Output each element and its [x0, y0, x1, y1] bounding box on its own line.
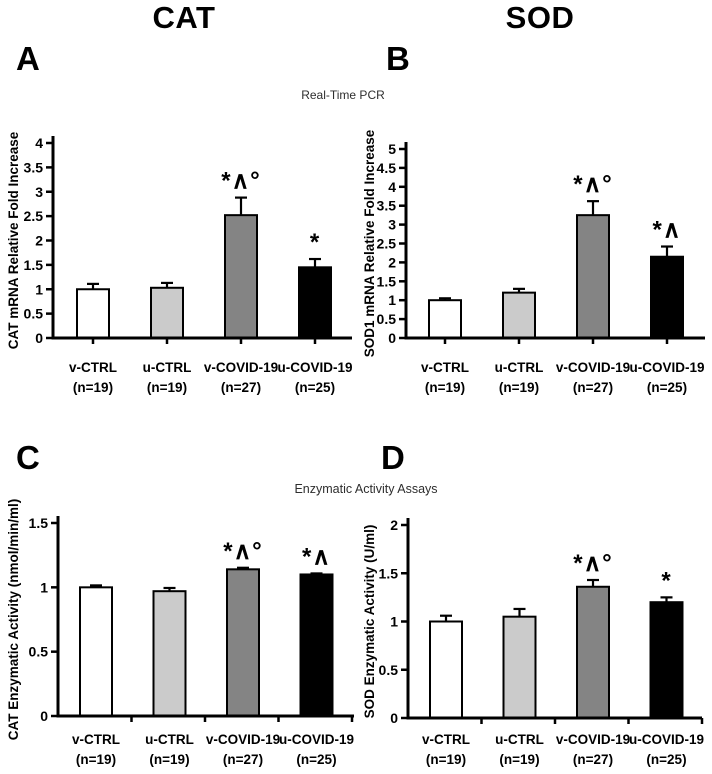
y-tick-label: 3.5 — [376, 197, 396, 214]
category-label: u-CTRL — [145, 732, 194, 747]
section-title-enzymatic-assays: Enzymatic Activity Assays — [294, 482, 438, 496]
significance-annotation: *∧° — [221, 167, 261, 195]
n-label: (n=25) — [294, 380, 336, 395]
category-label: u-COVID-19 — [278, 732, 355, 747]
n-label: (n=19) — [75, 752, 117, 767]
bar-u-COVID-19 — [299, 267, 331, 338]
category-label: u-COVID-19 — [629, 360, 705, 375]
bar-v-COVID-19 — [577, 215, 609, 338]
significance-annotation: * — [661, 567, 672, 595]
n-label: (n=27) — [222, 752, 264, 767]
column-title-sod: SOD — [505, 0, 575, 35]
n-label: (n=19) — [499, 752, 540, 767]
bar-u-COVID-19 — [301, 574, 333, 716]
n-label: (n=19) — [424, 380, 466, 395]
y-tick-label: 4 — [35, 135, 43, 151]
y-tick-label: 3.5 — [23, 159, 43, 176]
category-label: v-COVID-19 — [205, 732, 281, 747]
significance-annotation: *∧° — [223, 537, 263, 565]
y-tick-label: 0.5 — [23, 305, 43, 322]
y-tick-label: 0 — [35, 330, 43, 346]
bar-v-CTRL — [429, 300, 461, 338]
y-tick-label: 2 — [388, 254, 396, 271]
n-label: (n=27) — [220, 380, 262, 395]
y-tick-label: 5 — [388, 141, 396, 157]
n-label: (n=25) — [646, 380, 688, 395]
bar-v-COVID-19 — [227, 569, 259, 716]
y-tick-label: 1 — [35, 281, 43, 298]
category-label: u-CTRL — [495, 732, 544, 747]
bar-u-CTRL — [151, 288, 183, 338]
category-label: u-CTRL — [142, 360, 192, 375]
category-label: u-COVID-19 — [277, 360, 353, 375]
y-tick-label: 0 — [390, 710, 398, 726]
y-tick-label: 2 — [35, 232, 43, 249]
y-tick-label: 4 — [388, 178, 396, 195]
significance-annotation: *∧° — [573, 171, 613, 199]
category-label: v-CTRL — [422, 732, 470, 747]
panel-letter-b: B — [386, 40, 410, 77]
panel-letter-d: D — [381, 439, 405, 476]
bar-v-COVID-19 — [225, 215, 257, 338]
y-tick-label: 1.5 — [376, 273, 396, 290]
panel-c-chart — [0, 496, 356, 774]
y-axis-title: CAT mRNA Relative Fold Increase — [6, 131, 21, 350]
column-title-cat: CAT — [152, 0, 216, 35]
y-axis-title: SOD Enzymatic Activity (U/ml) — [362, 524, 377, 719]
bar-v-CTRL — [430, 622, 462, 719]
category-label: v-COVID-19 — [555, 732, 631, 747]
y-tick-label: 3 — [388, 216, 396, 233]
y-tick-label: 2.5 — [23, 208, 43, 225]
y-tick-label: 1 — [390, 613, 398, 630]
n-label: (n=25) — [296, 752, 337, 767]
y-tick-label: 0 — [388, 330, 396, 346]
significance-annotation: *∧° — [573, 550, 613, 578]
n-label: (n=27) — [572, 752, 614, 767]
y-tick-label: 0.5 — [376, 311, 396, 328]
y-tick-label: 3 — [35, 183, 43, 200]
panel-a-chart — [0, 115, 356, 400]
y-tick-label: 2 — [390, 517, 398, 533]
y-axis-title: CAT Enzymatic Activity (nmol/min/ml) — [6, 498, 21, 741]
bar-v-CTRL — [80, 587, 112, 716]
n-label: (n=27) — [572, 380, 614, 395]
y-tick-label: 1 — [388, 292, 396, 309]
category-label: v-CTRL — [421, 360, 469, 375]
category-label: u-COVID-19 — [628, 732, 705, 747]
n-label: (n=19) — [149, 752, 190, 767]
category-label: u-CTRL — [494, 360, 544, 375]
significance-annotation: * — [309, 229, 321, 257]
y-tick-label: 2.5 — [376, 235, 396, 252]
bar-u-CTRL — [504, 617, 536, 718]
y-tick-label: 1 — [40, 579, 48, 596]
bar-u-CTRL — [503, 293, 535, 338]
panel-letter-c: C — [16, 439, 40, 476]
n-label: (n=19) — [146, 380, 188, 395]
y-tick-label: 0.5 — [378, 661, 398, 678]
y-tick-label: 0 — [40, 708, 48, 724]
category-label: v-CTRL — [72, 732, 120, 747]
category-label: v-COVID-19 — [203, 360, 279, 375]
y-tick-label: 0.5 — [28, 643, 48, 660]
panel-d-chart — [356, 496, 712, 774]
bar-u-COVID-19 — [651, 257, 683, 338]
bar-u-COVID-19 — [651, 602, 683, 718]
n-label: (n=19) — [72, 380, 114, 395]
y-tick-label: 1.5 — [28, 515, 48, 531]
category-label: v-CTRL — [69, 360, 117, 375]
n-label: (n=19) — [425, 752, 467, 767]
bar-v-CTRL — [77, 289, 109, 338]
significance-annotation: *∧ — [652, 216, 682, 244]
section-title-realtime-pcr: Real-Time PCR — [301, 88, 385, 102]
panel-b-chart — [356, 115, 712, 400]
y-tick-label: 1.5 — [378, 565, 398, 582]
bar-u-CTRL — [154, 591, 186, 716]
y-tick-label: 1.5 — [23, 256, 43, 273]
bar-v-COVID-19 — [577, 587, 609, 718]
n-label: (n=25) — [646, 752, 687, 767]
significance-annotation: *∧ — [302, 543, 331, 571]
panel-letter-a: A — [16, 40, 40, 77]
category-label: v-COVID-19 — [555, 360, 631, 375]
n-label: (n=19) — [498, 380, 540, 395]
y-axis-title: SOD1 mRNA Relative Fold Increase — [362, 129, 377, 358]
y-tick-label: 4.5 — [376, 159, 396, 176]
